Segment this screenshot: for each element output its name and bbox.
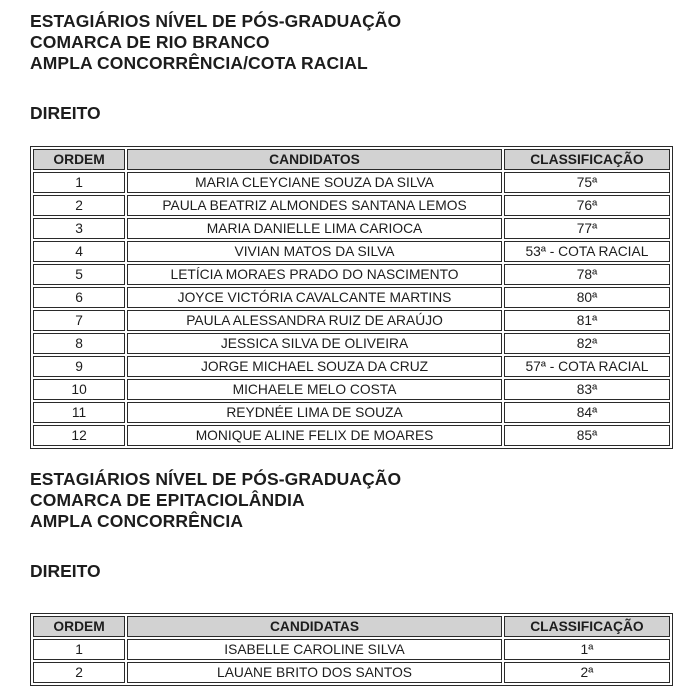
course-heading: DIREITO [30,103,101,123]
cell-candidate: MONIQUE ALINE FELIX DE MOARES [127,425,502,446]
table-row [33,310,670,331]
table-row [33,172,670,193]
cell-candidate: PAULA BEATRIZ ALMONDES SANTANA LEMOS [127,195,502,216]
table-row [33,218,670,239]
cell-classification: 77ª [504,218,670,239]
table-body [33,639,670,683]
column-header-classificacao: CLASSIFICAÇÃO [504,149,670,170]
cell-candidate: LETÍCIA MORAES PRADO DO NASCIMENTO [127,264,502,285]
title-line: COMARCA DE RIO BRANCO [30,32,270,52]
table-row [33,356,670,377]
header-row [33,149,670,170]
title-line: COMARCA DE EPITACIOLÂNDIA [30,490,305,510]
title-line: AMPLA CONCORRÊNCIA/COTA RACIAL [30,53,368,73]
table-row [33,264,670,285]
column-header-ordem: ORDEM [33,616,125,637]
table-head [33,149,670,170]
column-header-ordem: ORDEM [33,149,125,170]
cell-ordem: 8 [33,333,125,354]
cell-ordem: 4 [33,241,125,262]
cell-classification: 81ª [504,310,670,331]
cell-candidate: MARIA DANIELLE LIMA CARIOCA [127,218,502,239]
table-row [33,241,670,262]
table-row [33,195,670,216]
course-heading: DIREITO [30,561,101,581]
cell-classification: 75ª [504,172,670,193]
cell-ordem: 2 [33,195,125,216]
cell-ordem: 6 [33,287,125,308]
table-head [33,616,670,637]
cell-classification: 1ª [504,639,670,660]
column-header-classificacao: CLASSIFICAÇÃO [504,616,670,637]
section-title [30,11,673,74]
cell-classification: 76ª [504,195,670,216]
cell-classification: 84ª [504,402,670,423]
cell-candidate: MARIA CLEYCIANE SOUZA DA SILVA [127,172,502,193]
cell-classification: 2ª [504,662,670,683]
cell-ordem: 2 [33,662,125,683]
table-row [33,639,670,660]
cell-candidate: ISABELLE CAROLINE SILVA [127,639,502,660]
cell-ordem: 9 [33,356,125,377]
cell-candidate: VIVIAN MATOS DA SILVA [127,241,502,262]
column-header-candidatos: CANDIDATOS [127,149,502,170]
cell-classification: 53ª - COTA RACIAL [504,241,670,262]
table-row [33,662,670,683]
cell-ordem: 12 [33,425,125,446]
cell-candidate: JESSICA SILVA DE OLIVEIRA [127,333,502,354]
header-row [33,616,670,637]
title-line: ESTAGIÁRIOS NÍVEL DE PÓS-GRADUAÇÃO [30,469,402,489]
cell-classification: 83ª [504,379,670,400]
section-title [30,469,673,532]
cell-ordem: 1 [33,172,125,193]
table-row [33,287,670,308]
title-line: AMPLA CONCORRÊNCIA [30,511,244,531]
cell-classification: 85ª [504,425,670,446]
cell-classification: 57ª - COTA RACIAL [504,356,670,377]
candidates-table-epitaciolandia [30,613,673,686]
cell-ordem: 10 [33,379,125,400]
cell-ordem: 7 [33,310,125,331]
cell-classification: 80ª [504,287,670,308]
table-row [33,402,670,423]
cell-ordem: 3 [33,218,125,239]
cell-candidate: REYDNÉE LIMA DE SOUZA [127,402,502,423]
cell-candidate: JORGE MICHAEL SOUZA DA CRUZ [127,356,502,377]
table-body [33,172,670,446]
table-row [33,425,670,446]
cell-candidate: LAUANE BRITO DOS SANTOS [127,662,502,683]
cell-candidate: MICHAELE MELO COSTA [127,379,502,400]
table-row [33,379,670,400]
cell-candidate: PAULA ALESSANDRA RUIZ DE ARAÚJO [127,310,502,331]
table-row [33,333,670,354]
title-line: ESTAGIÁRIOS NÍVEL DE PÓS-GRADUAÇÃO [30,11,402,31]
cell-ordem: 11 [33,402,125,423]
section-rio-branco [30,11,673,449]
cell-classification: 78ª [504,264,670,285]
cell-ordem: 5 [33,264,125,285]
cell-candidate: JOYCE VICTÓRIA CAVALCANTE MARTINS [127,287,502,308]
cell-ordem: 1 [33,639,125,660]
section-epitaciolandia [30,469,673,686]
column-header-candidatas: CANDIDATAS [127,616,502,637]
cell-classification: 82ª [504,333,670,354]
candidates-table-rio-branco [30,146,673,449]
